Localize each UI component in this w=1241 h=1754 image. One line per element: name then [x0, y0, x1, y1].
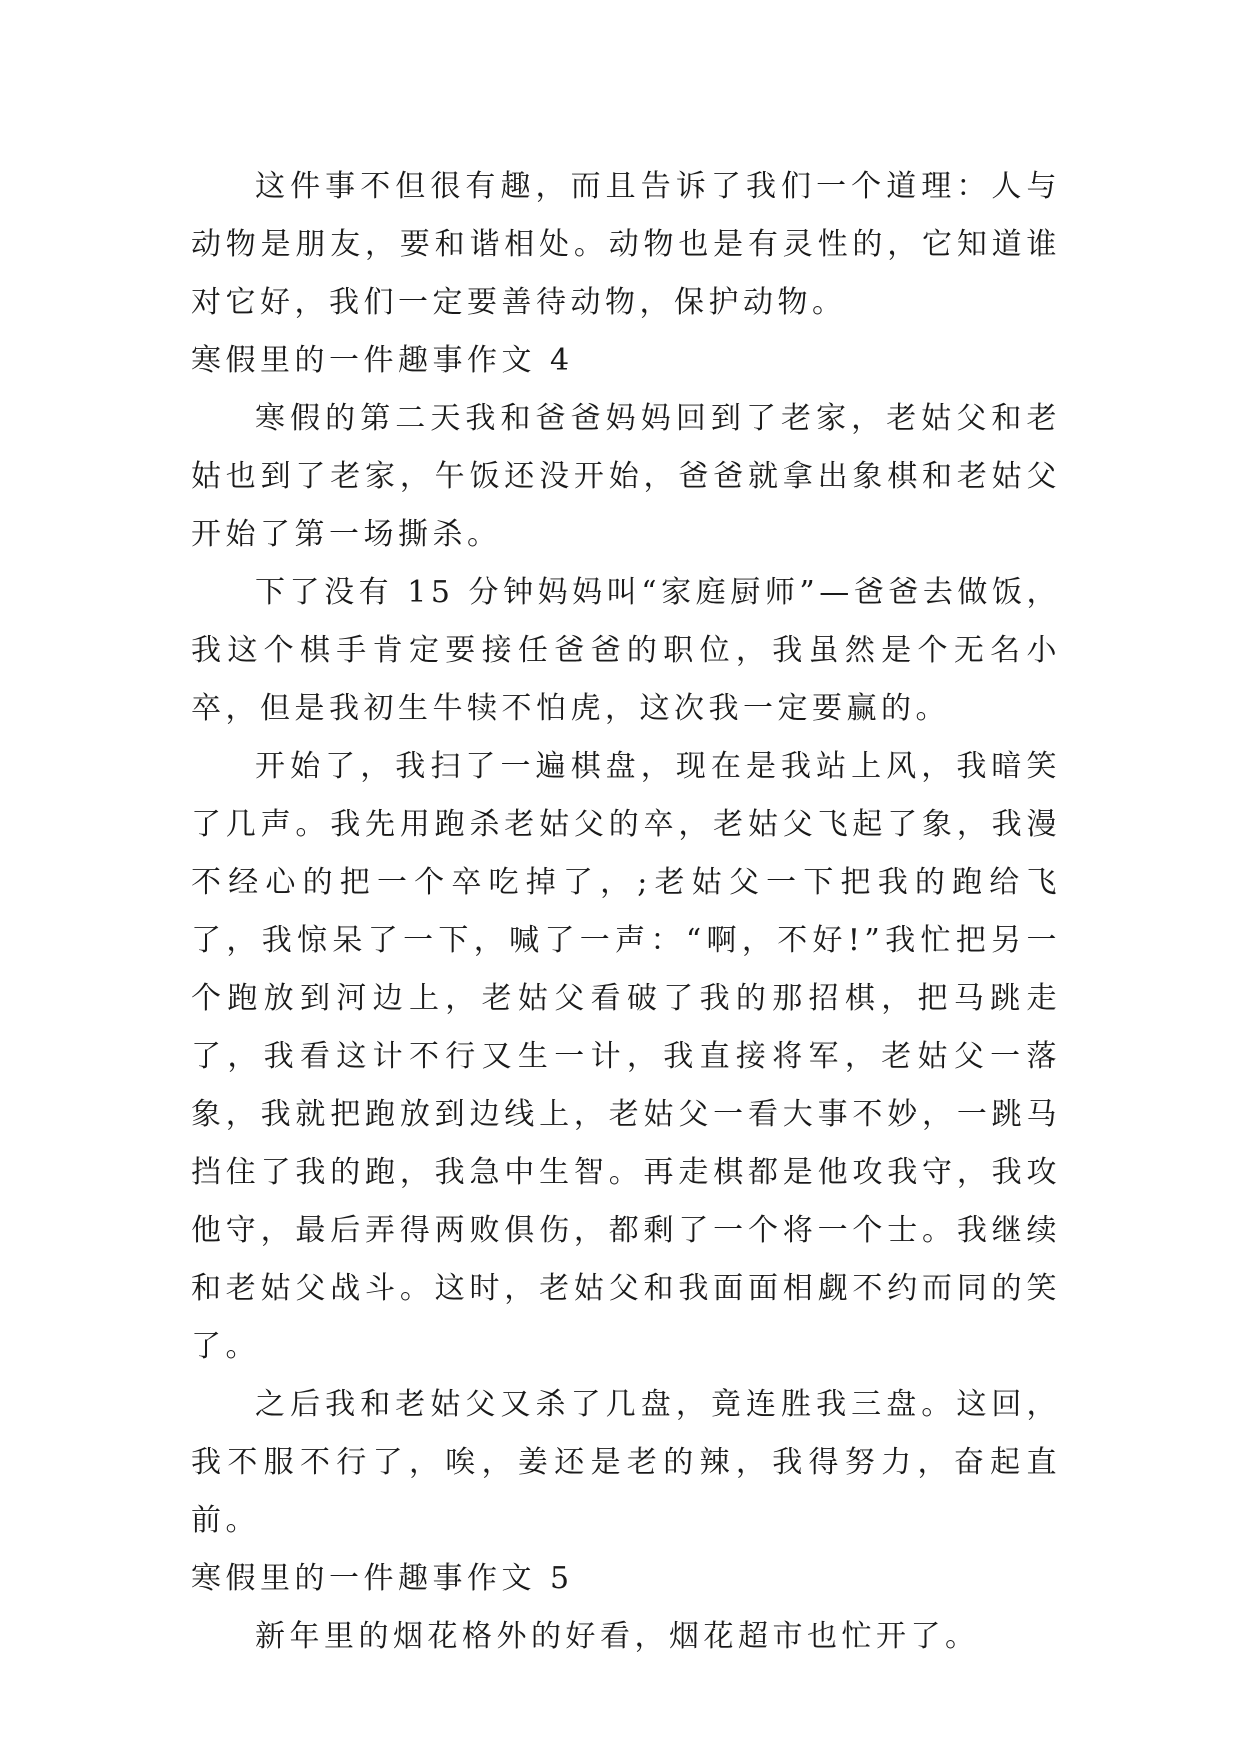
paragraph-fireworks: 新年里的烟花格外的好看，烟花超市也忙开了。 — [255, 1619, 980, 1654]
document-body — [191, 158, 1061, 1666]
paragraph-chess-game: 开始了，我扫了一遍棋盘，现在是我站上风，我暗笑了几声。我先用跑杀老姑父的卒，老姑父飞起了象，我漫不经心的把一个卒吃掉了，;老姑父一下把我的跑给飞了，我惊呆了一下，喊了一声：“啊，不好!”我忙把另一个跑放到河边上，老姑父看破了我的那招棋，把马跳走了，我看这计不行又生一计，我直接将军，老姑父一落象，我就把跑放到边线上，老姑父一看大事不妙，一跳马挡住了我的跑，我急中生智。再走棋都是他攻我守，我攻他守，最后弄得两败俱伤，都剩了一个将一个士。我继续和老姑父战斗。这时，老姑父和我面面相觑不约而同的笑了。 — [191, 749, 1061, 1364]
paragraph-return-home: 寒假的第二天我和爸爸妈妈回到了老家，老姑父和老姑也到了老家，午饭还没开始，爸爸就拿出象棋和老姑父开始了第一场撕杀。 — [191, 401, 1061, 552]
paragraph-moral: 这件事不但很有趣，而且告诉了我们一个道理：人与动物是朋友，要和谐相处。动物也是有灵性的，它知道谁对它好，我们一定要善待动物，保护动物。 — [191, 169, 1061, 320]
essay-heading-5: 寒假里的一件趣事作文 5 — [191, 1561, 574, 1596]
paragraph-take-over: 下了没有 15 分钟妈妈叫“家庭厨师”—爸爸去做饭，我这个棋手肯定要接任爸爸的职位，我虽然是个无名小卒，但是我初生牛犊不怕虎，这次我一定要赢的。 — [191, 575, 1061, 726]
essay-heading-4: 寒假里的一件趣事作文 4 — [191, 343, 574, 378]
paragraph-conclusion: 之后我和老姑父又杀了几盘，竟连胜我三盘。这回，我不服不行了，唉，姜还是老的辣，我得努力，奋起直前。 — [191, 1387, 1061, 1538]
